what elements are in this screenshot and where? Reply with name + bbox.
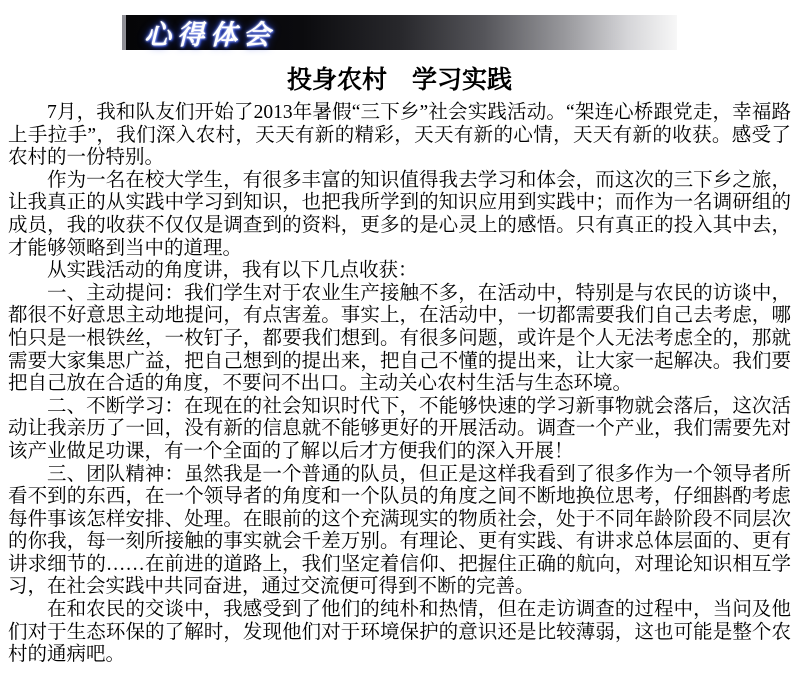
document-title: 投身农村 学习实践 <box>286 66 512 94</box>
body-paragraph: 7月，我和队友们开始了2013年暑假“三下乡”社会实践活动。“架连心桥跟党走，幸福路上手拉手”，我们深入农村，天天有新的精彩，天天有新的心情，天天有新的收获。感受了农村的一份特别。 <box>8 102 791 169</box>
header-banner <box>122 15 677 50</box>
body-paragraph: 一、主动提问：我们学生对于农业生产接触不多，在活动中，特别是与农民的访谈中，都很不好意思主动地提问，有点害羞。事实上，在活动中，一切都需要我们自己去考虑，哪怕只是一根铁丝，一枚钉子，都要我们想到。有很多问题，或许是个人无法考虑全的，那就需要大家集思广益，把自己想到的提出来，把自己不懂的提出来，让大家一起解决。我们要把自己放在合适的角度，不要问不出口。主动关心农村生活与生态环境。 <box>8 282 791 395</box>
body-paragraph: 在和农民的交谈中，我感受到了他们的纯朴和热情，但在走访调查的过程中，当问及他们对于生态环保的了解时，发现他们对于环境保护的意识还是比较薄弱，这也可能是整个农村的通病吧。 <box>8 599 791 666</box>
banner-title: 心得体会 <box>144 20 276 50</box>
document-body <box>8 102 791 667</box>
body-paragraph: 三、团队精神：虽然我是一个普通的队员，但正是这样我看到了很多作为一个领导者所看不到的东西，在一个领导者的角度和一个队员的角度之间不断地换位思考，仔细斟酌考虑每件事该怎样安排、处理。在眼前的这个充满现实的物质社会，处于不同年龄阶段不同层次的你我，每一刻所接触的事实就会千差万别。有理论、更有实践、有讲求总体层面的、更有讲求细节的……在前进的道路上，我们坚定着信仰、把握住正确的航向，对理论知识相互学习，在社会实践中共同奋进，通过交流便可得到不断的完善。 <box>8 463 791 598</box>
body-paragraph: 二、不断学习：在现在的社会知识时代下，不能够快速的学习新事物就会落后，这次活动让我亲历了一回，没有新的信息就不能够更好的开展活动。调查一个产业，我们需要先对该产业做足功课，有一个全面的了解以后才方便我们的深入开展！ <box>8 395 791 462</box>
body-paragraph: 作为一名在校大学生，有很多丰富的知识值得我去学习和体会，而这次的三下乡之旅，让我真正的从实践中学习到知识，也把我所学到的知识应用到实践中；而作为一名调研组的成员，我的收获不仅仅是调查到的资料，更多的是心灵上的感悟。只有真正的投入其中去，才能够领略到当中的道理。 <box>8 169 791 259</box>
body-paragraph: 从实践活动的角度讲，我有以下几点收获： <box>47 260 418 282</box>
